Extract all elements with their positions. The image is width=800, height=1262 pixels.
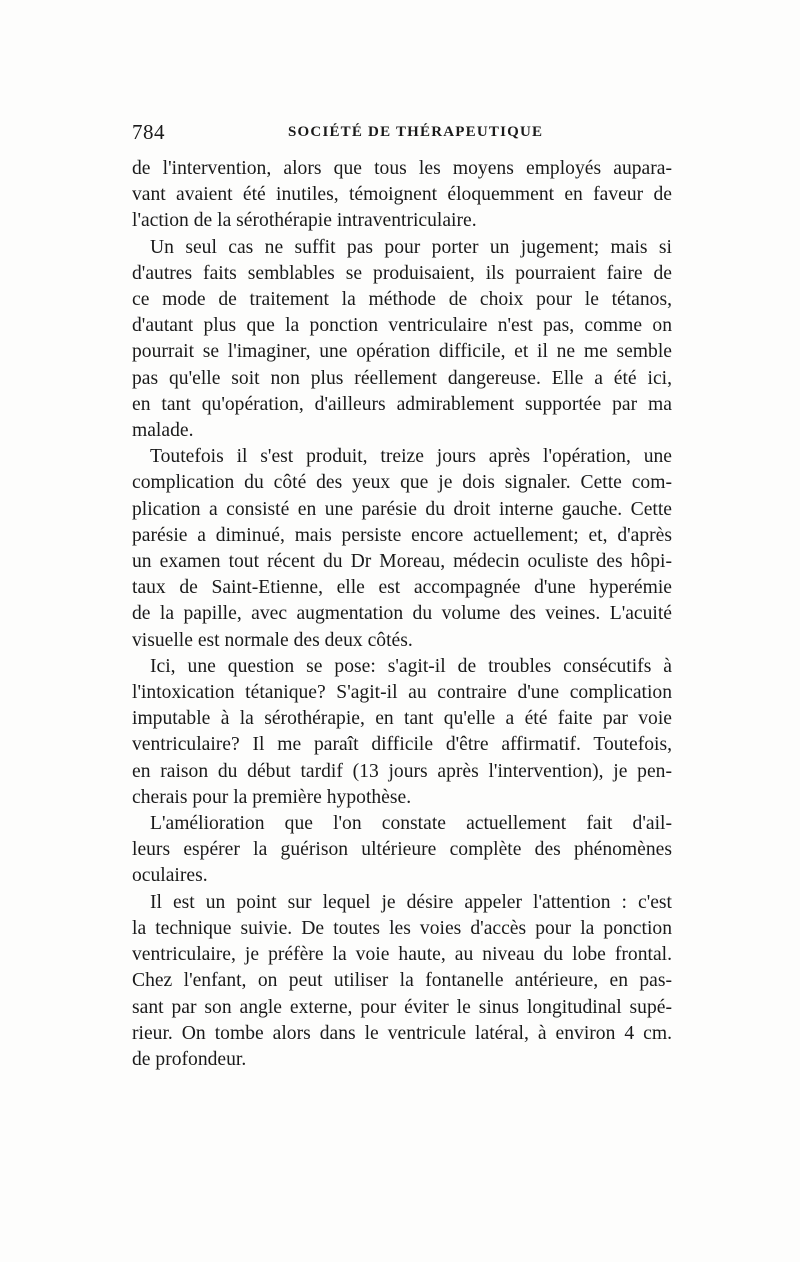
text-line: leurs espérer la guérison ultérieure complète des phénomènes [132,839,672,861]
text-line: en tant qu'opération, d'ailleurs admirablement supportée par ma [132,393,672,415]
body-text [132,156,672,1073]
text-line: l'action de la sérothérapie intraventriculaire. [132,210,477,232]
text-line: parésie a diminué, mais persiste encore actuellement; et, d'après [132,524,672,546]
page-number: 784 [132,120,165,144]
text-line: malade. [132,420,194,442]
text-line: la technique suivie. De toutes les voies d'accès pour la ponction [132,917,672,939]
text-line: taux de Saint-Etienne, elle est accompagnée d'une hyperémie [132,577,672,599]
text-line: Chez l'enfant, on peut utiliser la fontanelle antérieure, en pas- [132,970,672,992]
text-line: de profondeur. [132,1048,247,1070]
text-line: pas qu'elle soit non plus réellement dangereuse. Elle a été ici, [132,367,672,389]
text-line: rieur. On tombe alors dans le ventricule latéral, à environ 4 cm. [132,1022,672,1044]
text-line: ventriculaire? Il me paraît difficile d'être affirmatif. Toutefois, [132,734,672,756]
text-line: l'intoxication tétanique? S'agit-il au contraire d'une complication [132,682,672,704]
paragraph [132,654,672,811]
text-line: Il est un point sur lequel je désire appeler l'attention : c'est [150,891,672,913]
text-line: imputable à la sérothérapie, en tant qu'elle a été faite par voie [132,708,672,730]
text-line: d'autres faits semblables se produisaient, ils pourraient faire de [132,262,672,284]
text-line: vant avaient été inutiles, témoignent éloquemment en faveur de [132,184,672,206]
paragraph [132,444,672,654]
text-line: plication a consisté en une parésie du droit interne gauche. Cette [132,498,672,520]
text-line: ce mode de traitement la méthode de choix pour le tétanos, [132,289,672,311]
paragraph [132,890,672,1073]
text-line: pourrait se l'imaginer, une opération difficile, et il ne me semble [132,341,672,363]
text-line: sant par son angle externe, pour éviter le sinus longitudinal supé- [132,996,672,1018]
paragraph [132,156,672,235]
text-line: oculaires. [132,865,208,887]
text-line: L'amélioration que l'on constate actuellement fait d'ail- [150,813,672,835]
text-line: de la papille, avec augmentation du volume des veines. L'acuité [132,603,672,625]
text-line: Ici, une question se pose: s'agit-il de troubles consécutifs à [150,655,672,677]
paragraph [132,811,672,890]
text-line: Un seul cas ne suffit pas pour porter un jugement; mais si [150,236,672,258]
text-line: visuelle est normale des deux côtés. [132,629,413,651]
text-line: ventriculaire, je préfère la voie haute, au niveau du lobe frontal. [132,944,672,966]
text-line: un examen tout récent du Dr Moreau, médecin oculiste des hôpi- [132,551,672,573]
paragraph [132,235,672,445]
text-line: Toutefois il s'est produit, treize jours après l'opération, une [150,446,672,468]
text-line: de l'intervention, alors que tous les moyens employés aupara- [132,158,672,179]
text-line: en raison du début tardif (13 jours après l'intervention), je pen- [132,760,672,782]
text-line: cherais pour la première hypothèse. [132,786,412,808]
running-head [132,116,672,148]
text-line: complication du côté des yeux que je dois signaler. Cette com- [132,472,672,494]
running-title: SOCIÉTÉ DE THÉRAPEUTIQUE [288,124,544,140]
text-line: d'autant plus que la ponction ventriculaire n'est pas, comme on [132,315,672,337]
